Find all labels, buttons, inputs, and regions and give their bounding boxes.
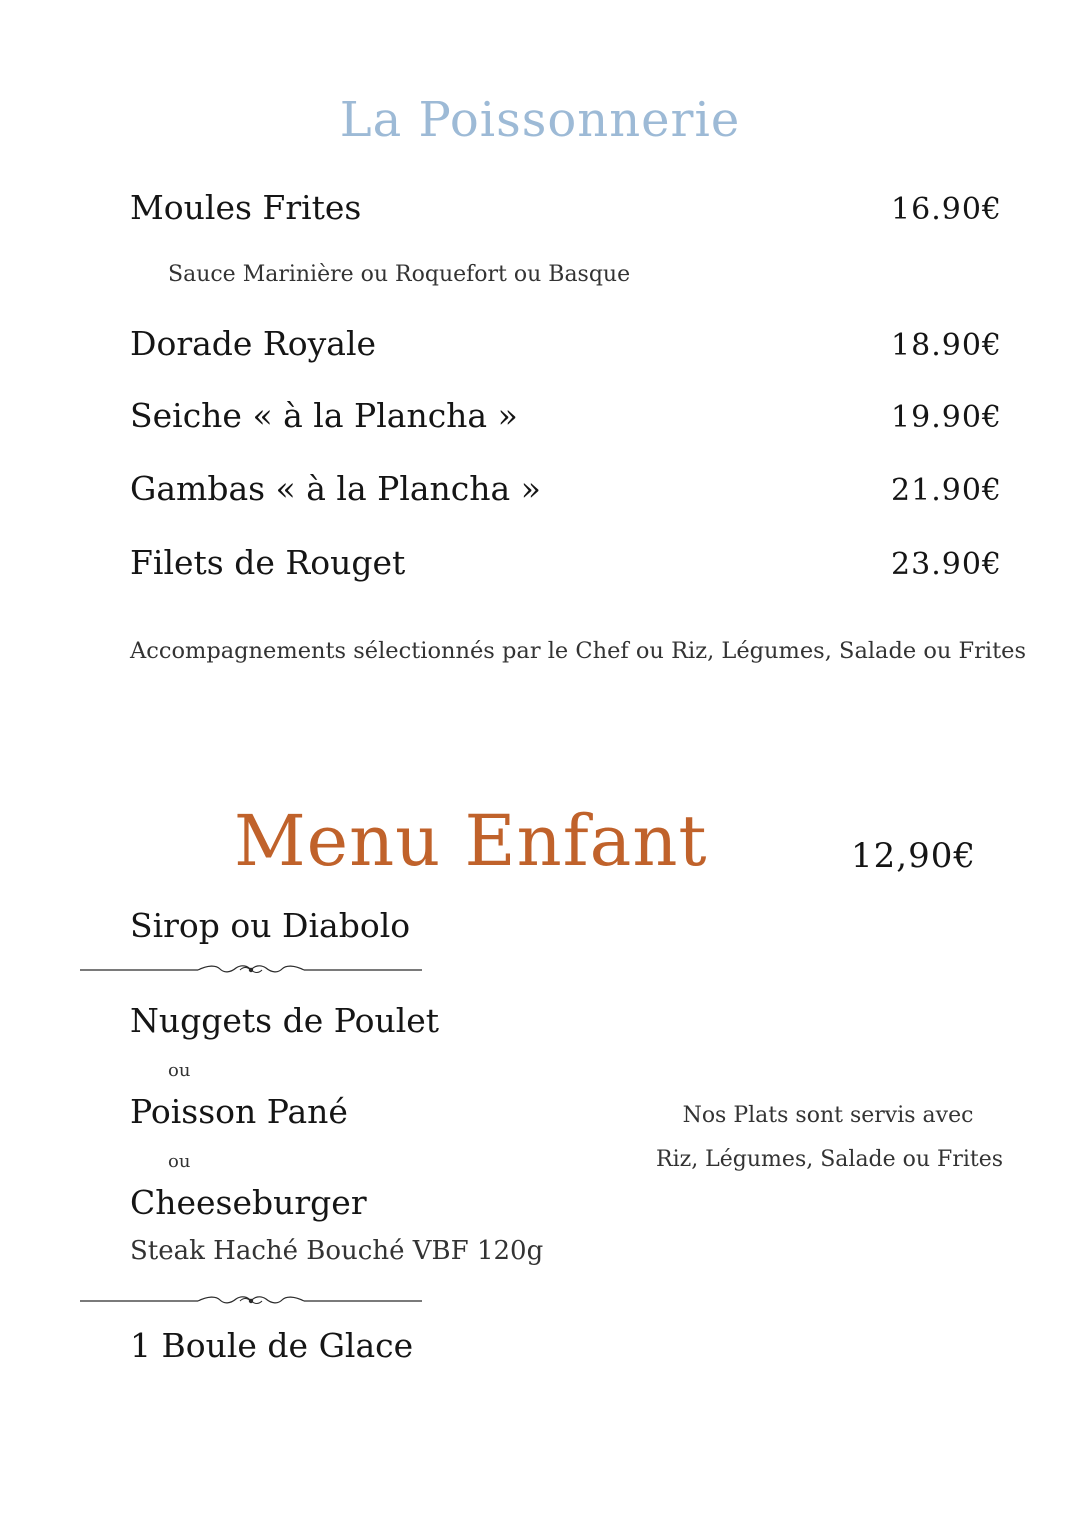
poissonnerie-title: La Poissonnerie: [339, 92, 741, 148]
price-filets-rouget: 23.90€: [891, 547, 1002, 582]
menu-enfant-title: Menu Enfant: [234, 800, 708, 882]
menu-item-moules-frites: Moules Frites: [130, 188, 362, 227]
kids-dessert: 1 Boule de Glace: [130, 1326, 414, 1365]
menu-item-seiche: Seiche « à la Plancha »: [130, 396, 518, 435]
ornamental-divider-icon: [80, 963, 422, 977]
served-with-line-2: Riz, Légumes, Salade ou Frites: [656, 1147, 1004, 1172]
sides-note: Accompagnements sélectionnés par le Chef ou Riz, Légumes, Salade ou Frites: [130, 638, 1026, 664]
kids-main-nuggets: Nuggets de Poulet: [130, 1001, 440, 1040]
kids-or-2: ou: [168, 1151, 191, 1172]
menu-item-filets-rouget: Filets de Rouget: [130, 543, 406, 582]
kids-or-1: ou: [168, 1060, 191, 1081]
served-with-note: [656, 1094, 1004, 1182]
kids-main-poisson-pane: Poisson Pané: [130, 1092, 348, 1131]
menu-enfant-price: 12,90€: [851, 836, 976, 876]
menu-item-dorade-royale: Dorade Royale: [130, 324, 377, 363]
price-seiche: 19.90€: [891, 400, 1002, 435]
kids-main-cheeseburger: Cheeseburger: [130, 1183, 367, 1222]
cheeseburger-detail: Steak Haché Bouché VBF 120g: [130, 1236, 544, 1266]
moules-sauce-note: Sauce Marinière ou Roquefort ou Basque: [168, 262, 631, 287]
price-moules-frites: 16.90€: [891, 192, 1002, 227]
menu-item-gambas: Gambas « à la Plancha »: [130, 469, 541, 508]
ornamental-divider-icon: [80, 1294, 422, 1308]
kids-drink: Sirop ou Diabolo: [130, 906, 411, 945]
price-dorade-royale: 18.90€: [891, 328, 1002, 363]
served-with-line-1: Nos Plats sont servis avec: [682, 1103, 974, 1128]
price-gambas: 21.90€: [891, 473, 1002, 508]
